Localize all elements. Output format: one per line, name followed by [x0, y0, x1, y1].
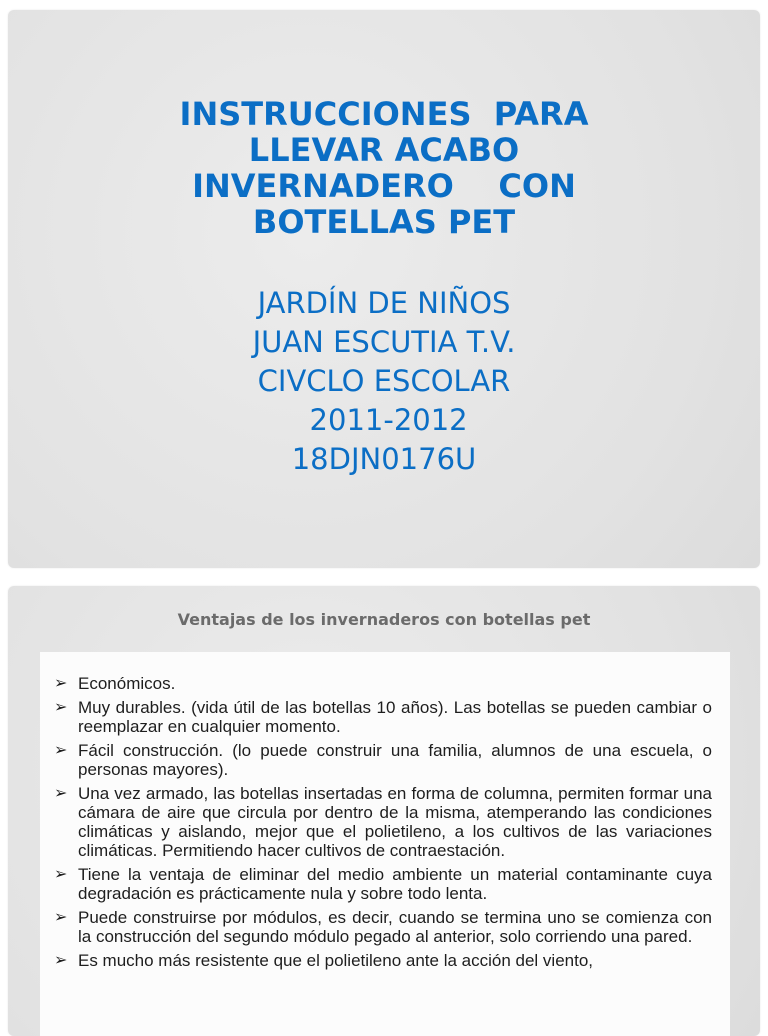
arrow-bullet-icon: ➢ — [54, 785, 68, 802]
list-item — [54, 674, 712, 693]
slide-subtitle — [8, 284, 760, 479]
slide-heading: Ventajas de los invernaderos con botellas pet — [177, 610, 591, 629]
list-item-text: Económicos. — [78, 674, 176, 693]
list-item-text: Fácil construcción. (lo puede construir una familia, alumnos de una escuela, o personas mayores). — [78, 741, 712, 779]
list-item-text: Una vez armado, las botellas insertadas en forma de columna, permiten formar una cámara de aire que circula por dentro de la misma, atemperando las condiciones climáticas y aislando, mejor que el polietileno, a los cultivos de las variaciones climáticas. Permitiendo hacer cultivos de contraestación. — [78, 784, 712, 860]
subtitle-line-5: 18DJN0176U — [291, 442, 477, 476]
list-item — [54, 698, 712, 736]
advantages-slide — [8, 586, 760, 1036]
arrow-bullet-icon: ➢ — [54, 742, 68, 759]
arrow-bullet-icon: ➢ — [54, 952, 68, 969]
subtitle-line-2: JUAN ESCUTIA T.V. — [252, 325, 516, 359]
scanned-document — [40, 652, 730, 1036]
subtitle-line-3: CIVCLO ESCOLAR — [257, 364, 511, 398]
slide-title — [8, 96, 760, 240]
subtitle-line-4: 2011-2012 — [300, 403, 468, 437]
list-item — [54, 951, 712, 970]
list-item — [54, 865, 712, 903]
advantages-list — [40, 652, 730, 970]
arrow-bullet-icon: ➢ — [54, 675, 68, 692]
list-item — [54, 741, 712, 779]
arrow-bullet-icon: ➢ — [54, 866, 68, 883]
list-item-text: Muy durables. (vida útil de las botellas 10 años). Las botellas se pueden cambiar o reemplazar en cualquier momento. — [78, 698, 712, 736]
arrow-bullet-icon: ➢ — [54, 909, 68, 926]
list-item-text: Es mucho más resistente que el polietileno ante la acción del viento, — [78, 951, 594, 970]
title-slide — [8, 10, 760, 568]
title-line-3: INVERNADERO CON — [192, 167, 576, 205]
subtitle-line-1: JARDÍN DE NIÑOS — [257, 286, 511, 320]
title-line-2: LLEVAR ACABO — [248, 131, 520, 169]
title-line-1: INSTRUCCIONES PARA — [179, 95, 589, 133]
list-item-text: Puede construirse por módulos, es decir, cuando se termina uno se comienza con la construcción del segundo módulo pegado al anterior, solo corriendo una pared. — [78, 908, 712, 946]
list-item — [54, 908, 712, 946]
list-item — [54, 784, 712, 860]
list-item-text: Tiene la ventaja de eliminar del medio ambiente un material contaminante cuya degradación es prácticamente nula y sobre todo lenta. — [78, 865, 712, 903]
arrow-bullet-icon: ➢ — [54, 699, 68, 716]
title-line-4: BOTELLAS PET — [252, 203, 516, 241]
